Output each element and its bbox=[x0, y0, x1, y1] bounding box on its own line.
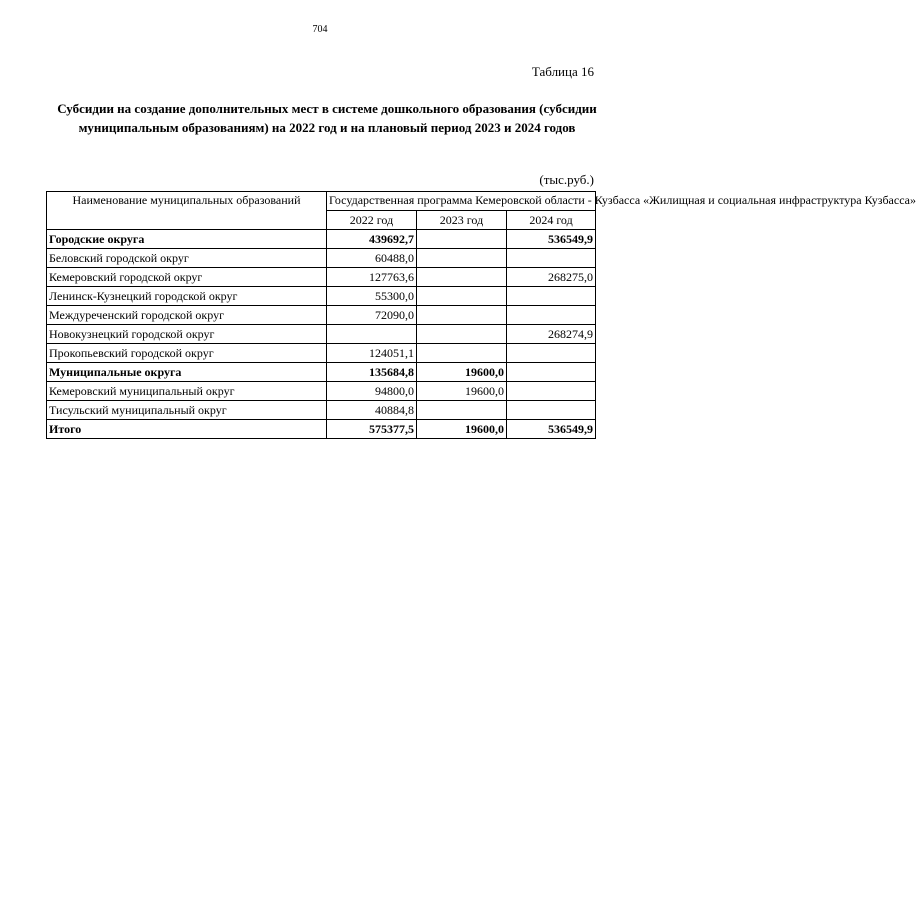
value-2024: 536549,9 bbox=[507, 230, 596, 249]
value-2023 bbox=[417, 287, 507, 306]
municipality-name: Кемеровский городской округ bbox=[47, 268, 327, 287]
document-title: Субсидии на создание дополнительных мест в системе дошкольного образования (субсидии муниципальным образованиям) на 2022 год и на плановый период 2023 и 2024 годов bbox=[57, 101, 597, 135]
table-row bbox=[47, 363, 596, 382]
table-row bbox=[47, 420, 596, 439]
header-year-2023: 2023 год bbox=[417, 211, 507, 230]
value-2024 bbox=[507, 382, 596, 401]
municipality-name: Тисульский муниципальный округ bbox=[47, 401, 327, 420]
value-2023 bbox=[417, 306, 507, 325]
municipality-name: Муниципальные округа bbox=[47, 363, 327, 382]
value-2024 bbox=[507, 306, 596, 325]
table-row bbox=[47, 401, 596, 420]
municipality-name: Городские округа bbox=[47, 230, 327, 249]
header-municipality: Наименование муниципальных образований bbox=[47, 192, 327, 230]
value-2023 bbox=[417, 325, 507, 344]
table-row bbox=[47, 306, 596, 325]
municipality-name: Новокузнецкий городской округ bbox=[47, 325, 327, 344]
value-2024: 536549,9 bbox=[507, 420, 596, 439]
value-2022: 60488,0 bbox=[327, 249, 417, 268]
value-2023: 19600,0 bbox=[417, 363, 507, 382]
value-2023 bbox=[417, 230, 507, 249]
value-2023: 19600,0 bbox=[417, 382, 507, 401]
value-2023: 19600,0 bbox=[417, 420, 507, 439]
value-2022: 135684,8 bbox=[327, 363, 417, 382]
header-year-2022: 2022 год bbox=[327, 211, 417, 230]
table-row bbox=[47, 287, 596, 306]
value-2024 bbox=[507, 363, 596, 382]
table-row bbox=[47, 230, 596, 249]
table-row bbox=[47, 344, 596, 363]
municipality-name: Междуреченский городской округ bbox=[47, 306, 327, 325]
value-2022: 72090,0 bbox=[327, 306, 417, 325]
table-label: Таблица 16 bbox=[531, 64, 594, 79]
value-2024 bbox=[507, 287, 596, 306]
value-2023 bbox=[417, 401, 507, 420]
table-row bbox=[47, 325, 596, 344]
value-2024 bbox=[507, 249, 596, 268]
value-2023 bbox=[417, 249, 507, 268]
value-2022: 94800,0 bbox=[327, 382, 417, 401]
value-2022: 40884,8 bbox=[327, 401, 417, 420]
value-2024: 268274,9 bbox=[507, 325, 596, 344]
header-program: Государственная программа Кемеровской области - Кузбасса «Жилищная и социальная инфраструктура Кузбасса» bbox=[327, 192, 596, 211]
table-row bbox=[47, 268, 596, 287]
municipality-name: Ленинск-Кузнецкий городской округ bbox=[47, 287, 327, 306]
table-row bbox=[47, 249, 596, 268]
value-2024 bbox=[507, 344, 596, 363]
value-2024: 268275,0 bbox=[507, 268, 596, 287]
value-2022: 439692,7 bbox=[327, 230, 417, 249]
value-2024 bbox=[507, 401, 596, 420]
page-number: 704 bbox=[312, 24, 328, 35]
value-2022: 124051,1 bbox=[327, 344, 417, 363]
municipality-name: Итого bbox=[47, 420, 327, 439]
header-year-2024: 2024 год bbox=[507, 211, 596, 230]
value-2023 bbox=[417, 268, 507, 287]
municipality-name: Кемеровский муниципальный округ bbox=[47, 382, 327, 401]
value-2022 bbox=[327, 325, 417, 344]
subsidy-table bbox=[46, 191, 916, 439]
municipality-name: Беловский городской округ bbox=[47, 249, 327, 268]
value-2022: 127763,6 bbox=[327, 268, 417, 287]
table-row bbox=[47, 382, 596, 401]
value-2022: 575377,5 bbox=[327, 420, 417, 439]
value-2022: 55300,0 bbox=[327, 287, 417, 306]
municipality-name: Прокопьевский городской округ bbox=[47, 344, 327, 363]
value-2023 bbox=[417, 344, 507, 363]
units-label: (тыс.руб.) bbox=[539, 172, 594, 187]
